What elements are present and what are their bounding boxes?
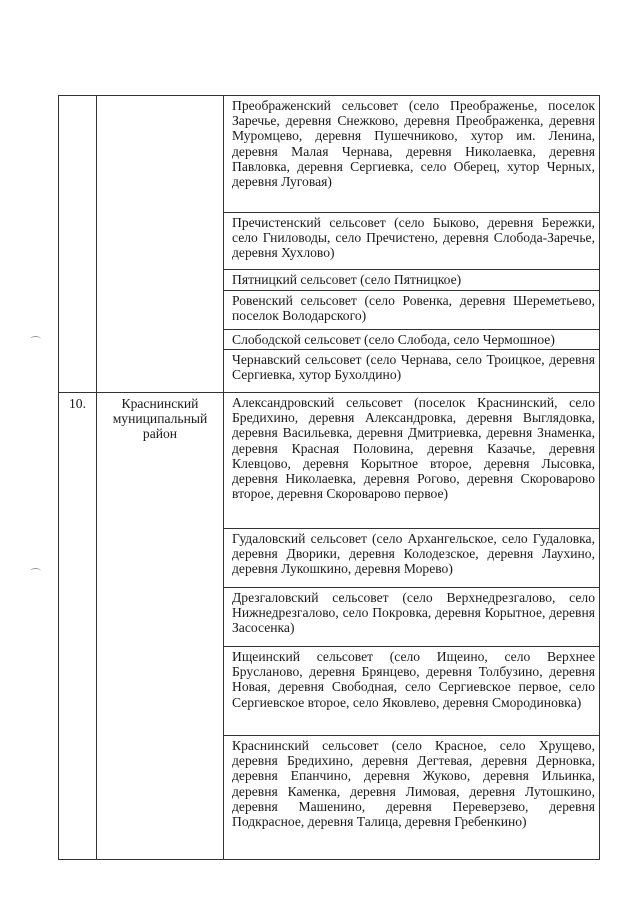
margin-mark bbox=[30, 568, 41, 574]
selsovet-entry: Дрезгаловский сельсовет (село Верхнедрезгалово, село Нижнедрезгалово, село Покровка, деревня Корытное, деревня Засосенка) bbox=[224, 588, 599, 647]
municipal-table bbox=[58, 95, 600, 860]
selsovet-entry: Ищеинский сельсовет (село Ищеино, село Верхнее Брусланово, деревня Брянцево, деревня Толбузино, деревня Новая, деревня Свободная, село Сергиевское первое, село Сергиевское второе, село Яковлево, деревня Смородиновка) bbox=[224, 647, 599, 736]
selsovet-entry: Слободской сельсовет (село Слобода, село Чермошное) bbox=[224, 330, 599, 350]
table-row bbox=[59, 393, 600, 860]
selsovet-entry: Преображенский сельсовет (село Преображенье, поселок Заречье, деревня Снежково, деревня Преображенка, деревня Муромцево, деревня Пушечниково, хутор им. Ленина, деревня Малая Чернава, деревня Николаевка, деревня Павловка, деревня Сергиевка, село Оберец, хутор Черных, деревня Луговая) bbox=[224, 96, 599, 213]
selsovet-entry: Чернавский сельсовет (село Чернава, село Троицкое, деревня Сергиевка, хутор Бухолдино) bbox=[232, 352, 595, 383]
selsovet-list bbox=[224, 393, 599, 859]
selsovet-list-cell bbox=[224, 96, 600, 393]
selsovet-list bbox=[224, 96, 599, 391]
selsovet-entry: Александровский сельсовет (поселок Краснинский, село Бредихино, деревня Александровка, деревня Выглядовка, деревня Васильевка, деревня Дмитриевка, деревня Знаменка, деревня Красная Половина, деревня Казачье, деревня Клевцово, деревня Корытное второе, деревня Лысовка, деревня Николаевка, деревня Рогово, деревня Скороварово второе, деревня Скороварово первое) bbox=[224, 393, 599, 529]
selsovet-entry: Гудаловский сельсовет (село Архангельское, село Гудаловка, деревня Дворики, деревня Колодезское, деревня Лаухино, деревня Лукошкино, деревня Морево) bbox=[224, 529, 599, 588]
selsovet-entry: Пречистенский сельсовет (село Быково, деревня Бережки, село Гниловоды, село Пречистено, деревня Слобода-Заречье, деревня Хухлово) bbox=[224, 213, 599, 270]
selsovet-entry: Краснинский сельсовет (село Красное, село Хрущево, деревня Бредихино, деревня Дегтевая, деревня Дерновка, деревня Епанчино, деревня Жуково, деревня Ильинка, деревня Каменка, деревня Лимовая, деревня Лутошкино, деревня Машенино, деревня Переверзево, деревня Подкрасное, деревня Талица, деревня Гребенкино) bbox=[232, 738, 595, 830]
margin-mark bbox=[30, 336, 41, 342]
district-name bbox=[97, 96, 224, 393]
district-name: Краснинский муниципальный район bbox=[97, 393, 224, 860]
selsovet-entry: Пятницкий сельсовет (село Пятницкое) bbox=[224, 270, 599, 291]
selsovet-entry: Ровенский сельсовет (село Ровенка, деревня Шереметьево, поселок Володарского) bbox=[224, 291, 599, 330]
selsovet-list-cell bbox=[224, 393, 600, 860]
table-row bbox=[59, 96, 600, 393]
row-number bbox=[59, 96, 97, 393]
row-number: 10. bbox=[59, 393, 97, 860]
